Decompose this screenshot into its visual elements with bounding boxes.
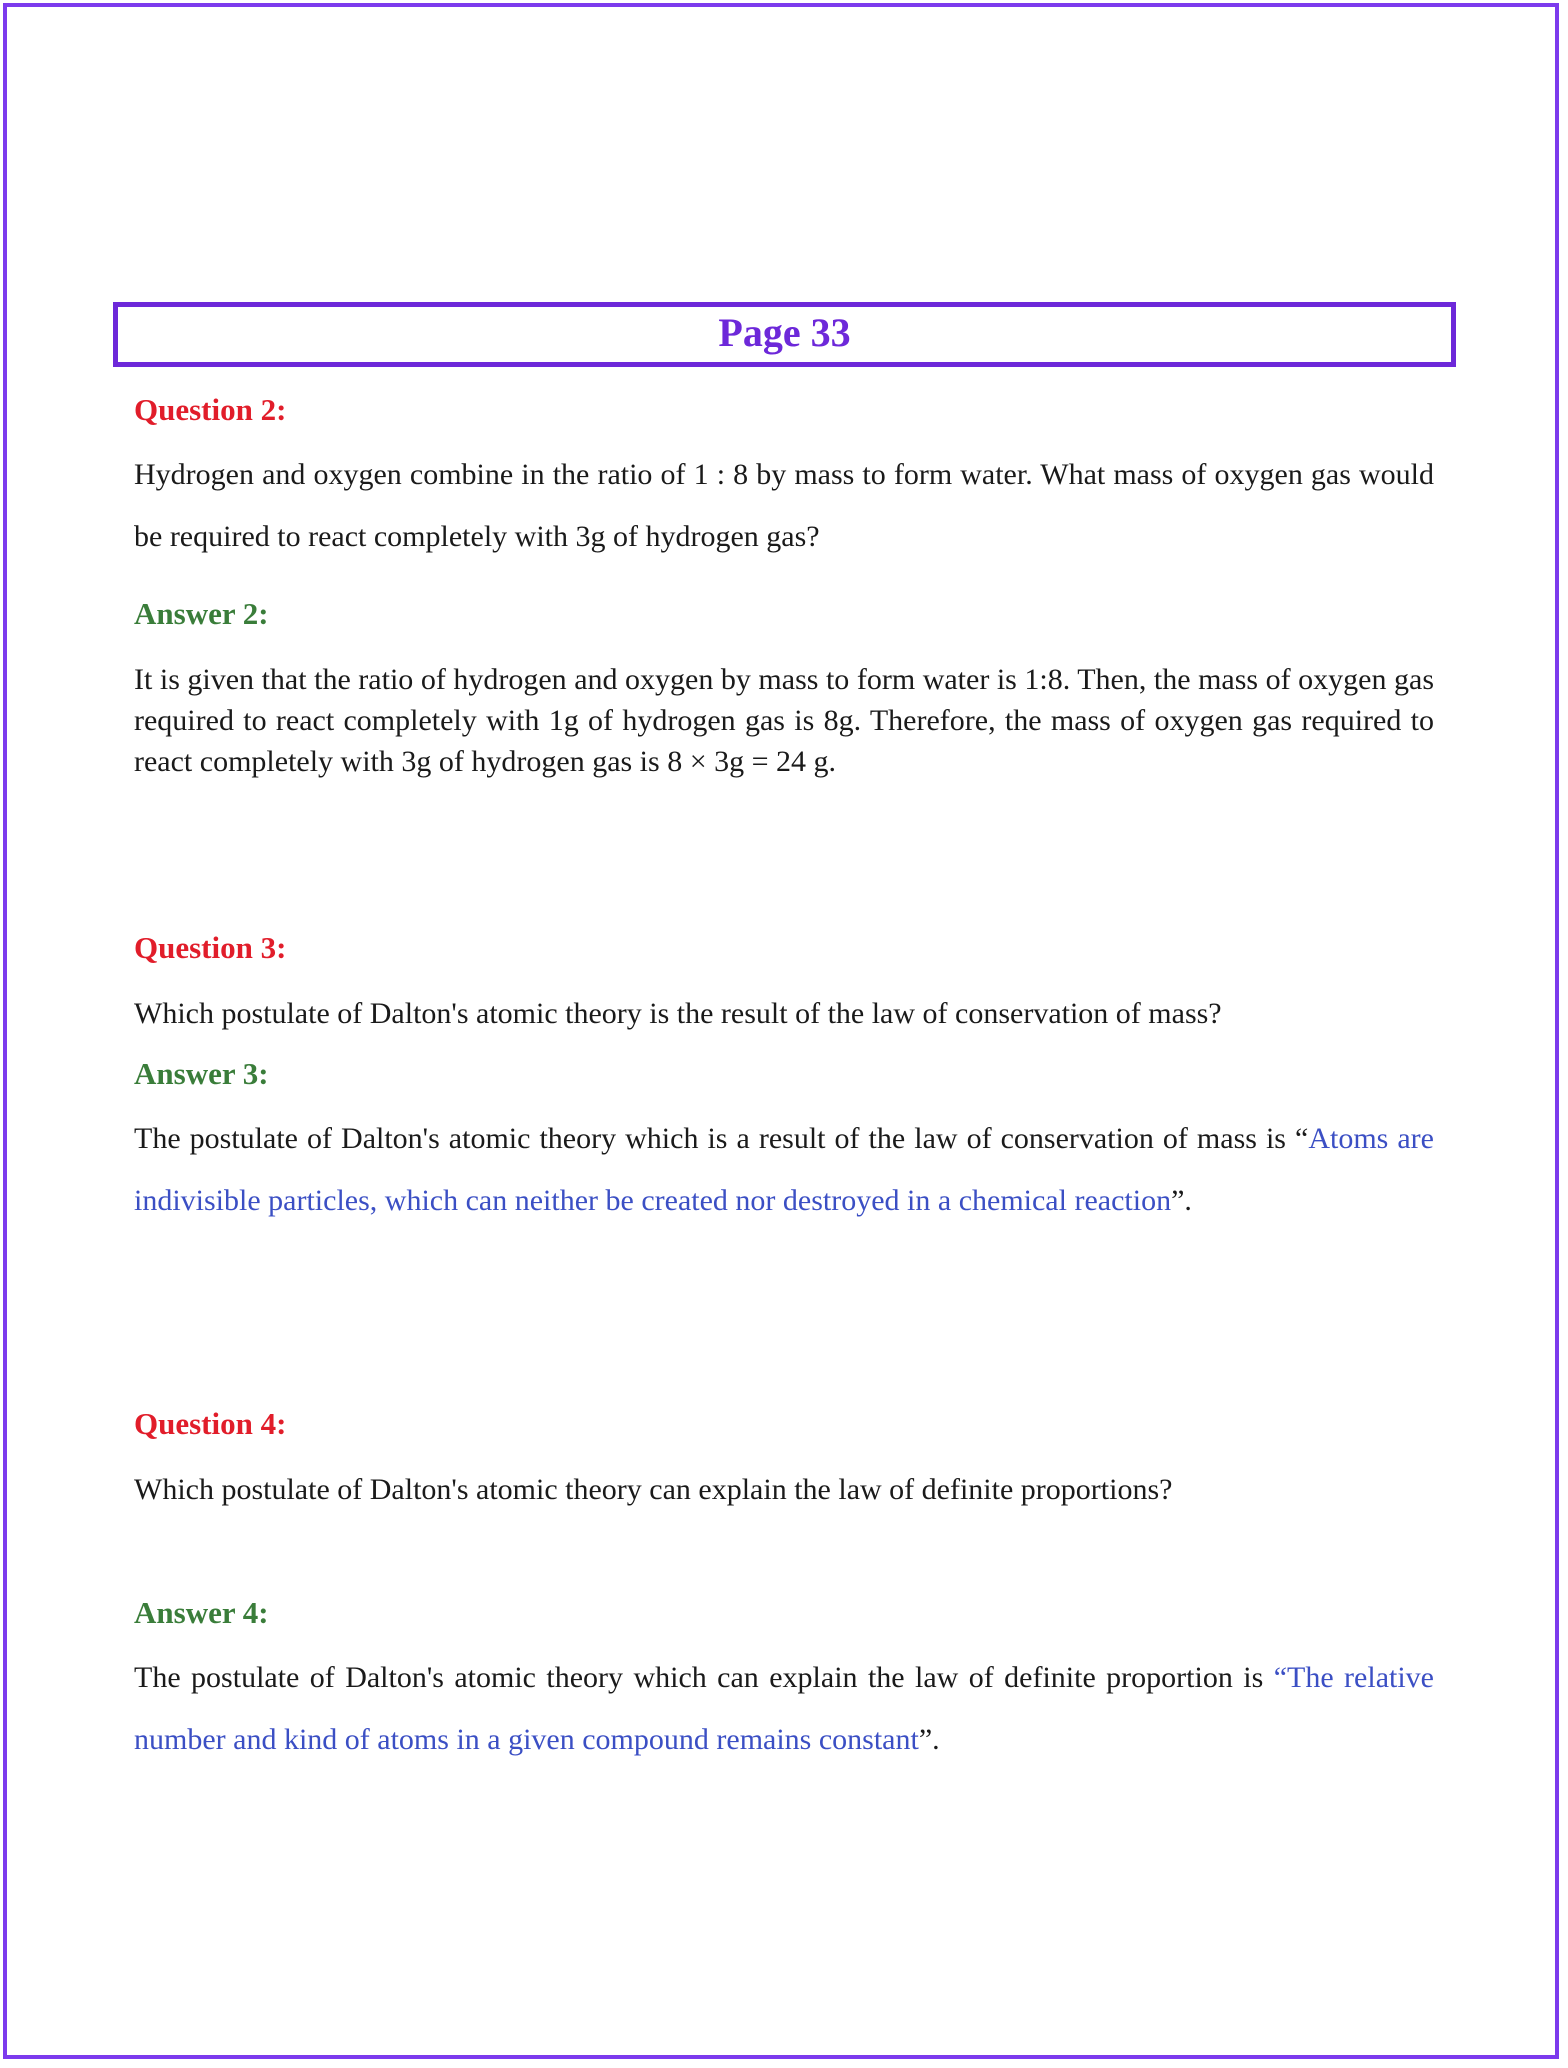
answer-3-text (134, 1108, 1434, 1232)
page-title: Page 33 (718, 310, 851, 355)
answer-4-text-before: The postulate of Dalton's atomic theory which can explain the law of definite proportion is (134, 1661, 1274, 1694)
answer-4-text-after: ”. (918, 1723, 940, 1756)
answer-4-label: Answer 4: (134, 1595, 269, 1630)
question-3-label: Question 3: (134, 930, 287, 965)
answer-2-label: Answer 2: (134, 596, 269, 631)
answer-3-highlight: Atoms are indivisible particles, which can neither be created nor destroyed in a chemical reaction (134, 1122, 1434, 1217)
question-4-label: Question 4: (134, 1406, 287, 1441)
answer-3-label: Answer 3: (134, 1056, 269, 1091)
answer-4-text (134, 1647, 1434, 1771)
question-2-label: Question 2: (134, 392, 287, 427)
page-header (113, 302, 1456, 367)
answer-4-highlight: “The relative number and kind of atoms in a given compound remains constant (134, 1661, 1435, 1756)
answer-2-text: It is given that the ratio of hydrogen and oxygen by mass to form water is 1:8. Then, the mass of oxygen gas required to react completely with 1g of hydrogen gas is 8g. Therefore, the mass of oxygen gas required to react completely with 3g of hydrogen gas is 8 × 3g = 24 g. (134, 663, 1434, 778)
question-4-text: Which postulate of Dalton's atomic theory can explain the law of definite proportions? (134, 1473, 1173, 1506)
answer-3-text-before: The postulate of Dalton's atomic theory which is a result of the law of conservation of mass is “ (134, 1122, 1309, 1155)
question-3-text: Which postulate of Dalton's atomic theory is the result of the law of conservation of mass? (134, 997, 1222, 1030)
answer-3-text-after: ”. (1171, 1184, 1192, 1217)
question-2-text: Hydrogen and oxygen combine in the ratio of 1 : 8 by mass to form water. What mass of oxygen gas would be required to react completely with 3g of hydrogen gas? (134, 458, 1434, 553)
